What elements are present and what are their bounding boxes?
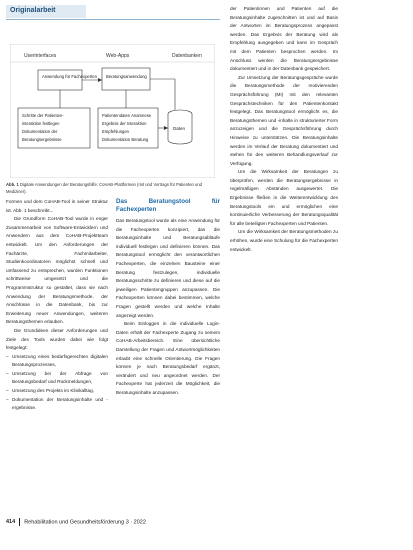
caption-text: Digitale Anwendungen der Beratungshilfe: CoHAB-Plattformen (mit und Vortrags für Patienten und Mediziner). bbox=[6, 182, 202, 194]
figure-caption bbox=[6, 182, 222, 195]
col2-para2: Beim Einloggen in die individuelle Login-Daten erhält der Fachexperte Zugang zu seinem CoHAB-Arbeitsbereich. Eine übersichtliche Darstellung der Fragen und Antwortmöglichkeiten erlaubt eine schnelle Orientierung. Die Fragen können je nach Beratungsbedarf ergänzt, verändert und neu angeordnet werden. Der Fachexperte hat jederzeit die Möglichkeit, die Beratungsinhalte anzupassen. bbox=[116, 321, 220, 395]
figure-box-line: Dokumentation der bbox=[22, 129, 58, 134]
footer-divider bbox=[19, 518, 20, 526]
col2-para1: Das Beratungstool wurde als eine Anwendung für die Fachexperten konzipiert, das die Beratungsinhalte und Beratungsabläufe individuell festlegen und definieren können. Das Beratungstool ermöglicht den verantwortlichen Fachexperten, die einzelnen Bausteine einer Beratung festzulegen, individuelle Beratungsschritte zu definieren und diese auf die jeweiligen Patientengruppen anzupassen. Die Fachexperten können dabei bestimmen, welche Fragen gestellt werden und welche Inhalte angezeigt werden. bbox=[116, 218, 220, 318]
page-footer bbox=[6, 518, 346, 530]
figure-box-line: Patientendaten Anamnese bbox=[102, 113, 152, 118]
col1-para3: Die Grundideen dieser Anforderungen und Ziele des Tools wurden dabei wie folgt festgelegt: bbox=[6, 327, 108, 351]
col3-para3: Um die Wirksamkeit der Beratungen zu überprüfen, werden die Beratungsergebnisse in regelmäßigen Abständen ausgewertet. Die Ergebnisse fließen in die Weiterentwicklung des Beratungstools ein und ermöglichen eine kontinuierliche Verbesserung der Beratungsqualität für alle beteiligten Fachexperten und Patienten. bbox=[230, 169, 338, 226]
list-item: – Dokumentation der Beratungsinhalte und -ergebnisse. bbox=[6, 396, 108, 413]
box-fachexperten-text: Anwendung für Fachexperten bbox=[42, 74, 97, 79]
article-type-tag: Originalarbeit bbox=[6, 5, 86, 18]
fig-label-webapps: Web-Apps bbox=[106, 53, 130, 59]
column-3 bbox=[230, 5, 338, 254]
figure-box-line: interaktion festlegen bbox=[22, 121, 60, 126]
db-label: Daten bbox=[173, 126, 186, 131]
col3-para1: der Patientinnen und Patienten auf die Beratungsinhalte zugeschnitten ist und auf Basis der Antworten im Beratungsprozess angepasst werden. Das Ergebnis der Beratung wird als Empfehlung ausgegeben und kann im Gespräch mit dem Patienten besprochen werden. Im Anschluss werden die Beratungsergebnisse dokumentiert und in der Datenbank gespeichert. bbox=[230, 6, 338, 72]
box-fachexperten bbox=[38, 70, 82, 90]
section-heading: Das Beratungstool für Fachexperten bbox=[116, 198, 220, 213]
column-2 bbox=[116, 198, 220, 397]
figure-box-line: Empfehlungen bbox=[102, 129, 130, 134]
col3-para2: Zur Umsetzung der Beratungsgespräche wurde die Beratungsmethode der motivierenden Gesprächsführung (MI) mit den relevanten Gesprächstechniken für den Patientenkontakt festgelegt. Das Beratungstool ermöglicht es, die Beratungsthemen und -inhalte in strukturierter Form anzuzeigen und die Gesprächsführung durch Hinweise zu unterstützen. Die Beratungsinhalte werden im Verlauf der Beratung dokumentiert und stehen für den weiteren Behandlungsverlauf zur Verfügung. bbox=[230, 74, 338, 166]
caption-label: Abb. 1 bbox=[6, 182, 19, 187]
fig-label-datenbanken: Datenbanken bbox=[172, 53, 202, 59]
list-item: – Umsetzung eines bedarfsgerechten digitalen Beratungsprozesses, bbox=[6, 353, 108, 370]
col1-list bbox=[6, 353, 108, 413]
box-beratung-text: Beratungsanwendung bbox=[106, 74, 147, 79]
figure-box-line: Beratungsergebnisse bbox=[22, 137, 62, 142]
col1-para2: Die Grundform CoHAB-Tool wurde in enger Zusammenarbeit von Software-Entwicklern und Anwendern aus dem CoHAB-Projektteam entwickelt. Um den Anforderungen der Fachärzte, Fachmitarbeiter, Studienkoordinatoren möglichst schnell und umfassend zu entsprechen, wurden Funktionen schrittweise umgesetzt und die Programmstruktur so gestaltet, dass sie nach Anwendung der Beratungsmethode, der Anschlüsse in die Datenbank, bis zur Erweiterung neuer Anwendungen, weiteren Beratungsthemen erlauben. bbox=[6, 216, 108, 325]
col1-para1: Formen und dem CoHAB-Tool in seiner Struktur ist. Abb. 1 beschreibt... bbox=[6, 199, 108, 213]
list-item: – Umsetzung bei der Abfrage von Beratungsbedarf und Rückmeldungen, bbox=[6, 370, 108, 387]
figure-diagram bbox=[10, 44, 215, 178]
column-1 bbox=[6, 198, 108, 413]
fig-label-userinterfaces: Userinterfaces bbox=[24, 53, 57, 59]
figure-box-line: Schritte der Patienten- bbox=[22, 113, 64, 118]
journal-title: Rehabilitation und Gesundheitsförderung 3 · 2022 bbox=[24, 519, 146, 526]
list-item: – Umsetzung des Projekts im Klinikalltag, bbox=[6, 387, 108, 396]
figure-box-line: Dokumentation Beratung bbox=[102, 137, 149, 142]
page-number: 414 bbox=[6, 519, 16, 526]
header-rule bbox=[6, 19, 220, 20]
figure-box-line: Ergebnis der Interaktion bbox=[102, 121, 147, 126]
col3-para4: Um die Wirksamkeit der Beratungsmethoden zu erhöhen, wurde eine Schulung für die Fachexperten entwickelt. bbox=[230, 229, 338, 252]
box-beratung bbox=[102, 68, 150, 90]
